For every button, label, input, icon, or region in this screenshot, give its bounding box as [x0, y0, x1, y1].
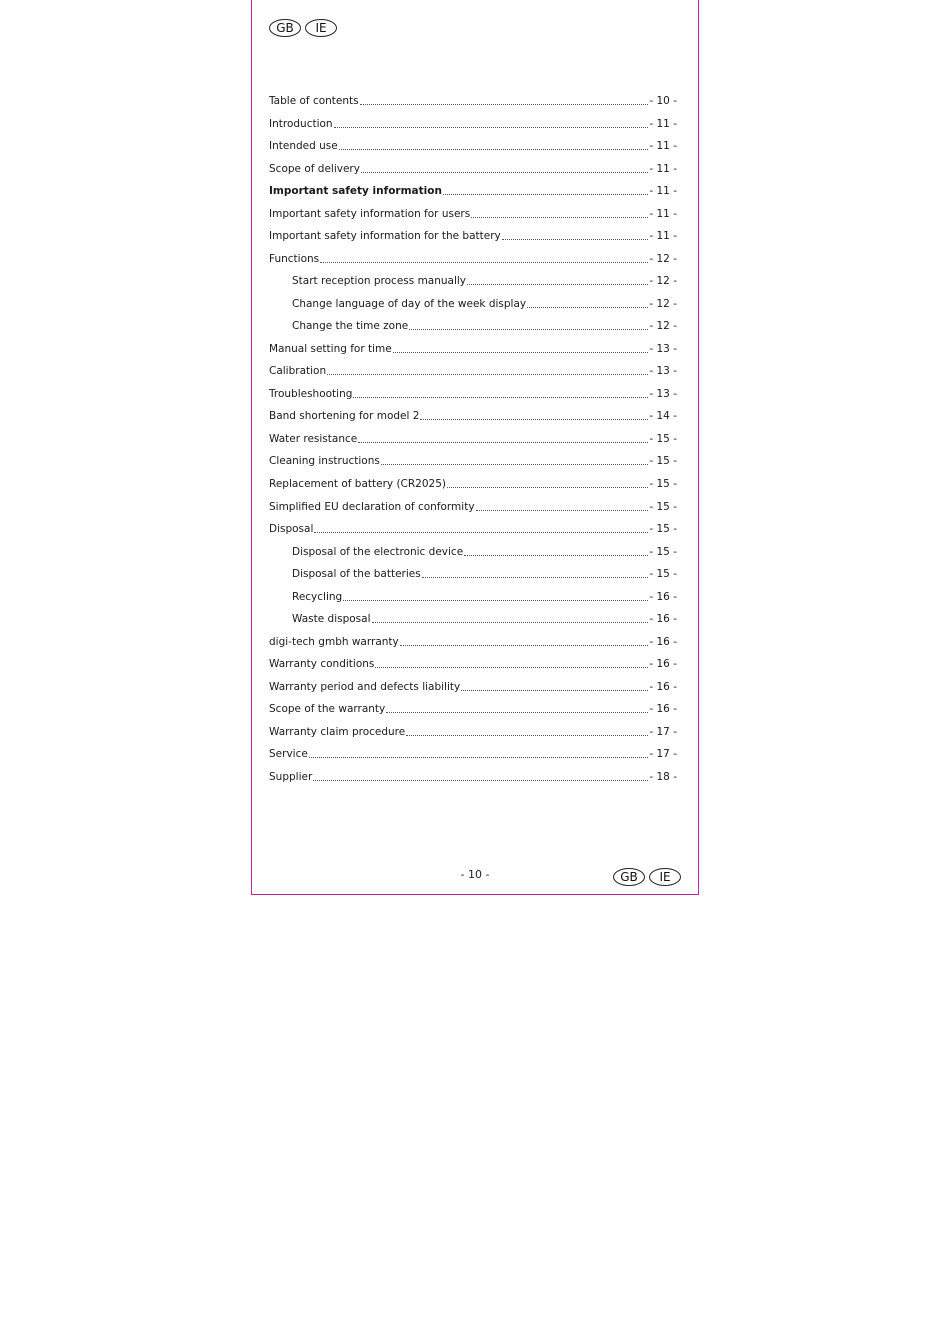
dot-leader	[467, 284, 648, 285]
gb-language-badge-footer: GB	[613, 868, 645, 886]
toc-entry[interactable]	[269, 698, 677, 716]
toc-entry-page: - 15 -	[649, 455, 677, 468]
dot-leader	[309, 757, 649, 758]
toc-entry-title: Supplier	[269, 770, 313, 783]
toc-entry-title: Warranty period and defects liability	[269, 680, 461, 693]
toc-entry-page: - 17 -	[649, 748, 677, 761]
toc-entry-title: Service	[269, 748, 308, 761]
toc-entry-page: - 16 -	[649, 680, 677, 693]
toc-entry[interactable]	[269, 405, 677, 423]
toc-entry-title: Calibration	[269, 365, 327, 378]
toc-entry-page: - 11 -	[649, 185, 677, 198]
toc-entry-page: - 11 -	[649, 230, 677, 243]
ie-language-badge-footer: IE	[649, 868, 681, 886]
dot-leader	[343, 600, 648, 601]
toc-entry-page: - 11 -	[649, 162, 677, 175]
dot-leader	[527, 307, 648, 308]
toc-entry-page: - 11 -	[649, 207, 677, 220]
toc-entry[interactable]	[269, 135, 677, 153]
toc-entry-title: Disposal	[269, 523, 314, 536]
dot-leader	[314, 532, 648, 533]
toc-entry[interactable]	[269, 428, 677, 446]
toc-entry-page: - 16 -	[649, 613, 677, 626]
toc-entry[interactable]	[269, 180, 677, 198]
toc-entry[interactable]	[269, 743, 677, 761]
dot-leader	[393, 352, 649, 353]
toc-entry-title: Band shortening for model 2	[269, 410, 420, 423]
toc-entry-title: Warranty claim procedure	[269, 725, 406, 738]
toc-entry[interactable]	[269, 90, 677, 108]
toc-entry[interactable]	[269, 721, 677, 739]
toc-entry[interactable]	[269, 338, 677, 356]
toc-entry-page: - 15 -	[649, 478, 677, 490]
toc-entry[interactable]	[269, 766, 677, 784]
dot-leader	[386, 712, 648, 713]
toc-entry[interactable]	[269, 315, 677, 333]
toc-entry-title: Functions	[269, 252, 320, 265]
dot-leader	[502, 239, 649, 240]
toc-entry-title: Important safety information for users	[269, 207, 471, 220]
dot-leader	[320, 262, 648, 263]
dot-leader	[400, 645, 649, 646]
toc-entry[interactable]	[269, 360, 677, 378]
toc-entry-page: - 12 -	[649, 297, 677, 310]
toc-entry-page: - 13 -	[649, 387, 677, 400]
toc-entry-page: - 10 -	[649, 95, 677, 107]
page-number: - 10 -	[460, 868, 490, 881]
toc-entry-page: - 11 -	[649, 140, 677, 153]
toc-entry-title: Water resistance	[269, 432, 358, 445]
toc-entry-page: - 13 -	[649, 342, 677, 355]
dot-leader	[447, 487, 648, 488]
toc-entry-title: Disposal of the batteries	[292, 568, 421, 581]
toc-entry-title: Cleaning instructions	[269, 455, 380, 468]
toc-entry-page: - 15 -	[649, 500, 677, 513]
toc-entry[interactable]	[269, 518, 677, 536]
dot-leader	[406, 735, 648, 736]
dot-leader	[471, 217, 648, 218]
dot-leader	[334, 127, 649, 128]
dot-leader	[420, 419, 648, 420]
toc-entry-title: Waste disposal	[292, 613, 371, 626]
dot-leader	[339, 149, 649, 150]
dot-leader	[381, 464, 649, 465]
toc-entry-page: - 15 -	[649, 432, 677, 445]
toc-entry-page: - 16 -	[649, 658, 677, 671]
dot-leader	[464, 555, 648, 556]
dot-leader	[361, 172, 648, 173]
toc-entry[interactable]	[269, 158, 677, 176]
dot-leader	[313, 780, 648, 781]
dot-leader	[443, 194, 648, 195]
dot-leader	[327, 374, 648, 375]
toc-entry-page: - 18 -	[649, 770, 677, 783]
toc-entry-title: Change the time zone	[292, 320, 409, 333]
dot-leader	[409, 329, 648, 330]
toc-entry-title: Important safety information for the battery	[269, 230, 501, 243]
toc-entry[interactable]	[269, 586, 677, 604]
toc-entry-title: Warranty conditions	[269, 658, 375, 671]
toc-entry-title: Change language of day of the week display	[292, 297, 527, 310]
toc-entry-title: Table of contents	[269, 95, 359, 107]
toc-entry-title: digi-tech gmbh warranty	[269, 635, 399, 648]
toc-entry-title: Start reception process manually	[292, 275, 467, 288]
toc-entry-page: - 12 -	[649, 275, 677, 288]
toc-entry-title: Recycling	[292, 590, 343, 603]
toc-entry-title: Scope of delivery	[269, 162, 360, 175]
toc-entry[interactable]	[269, 496, 677, 514]
toc-entry-page: - 15 -	[649, 545, 677, 558]
toc-entry-page: - 13 -	[649, 365, 677, 378]
dot-leader	[358, 442, 648, 443]
dot-leader	[476, 510, 649, 511]
toc-entry-page: - 16 -	[649, 635, 677, 648]
toc-entry-title: Introduction	[269, 117, 333, 130]
toc-entry[interactable]	[269, 676, 677, 694]
toc-entry[interactable]	[269, 473, 677, 491]
toc-entry-title: Scope of the warranty	[269, 703, 386, 716]
toc-entry[interactable]	[269, 203, 677, 221]
toc-entry[interactable]	[269, 631, 677, 649]
gb-language-badge: GB	[269, 19, 301, 37]
dot-leader	[461, 690, 648, 691]
toc-entry[interactable]	[269, 248, 677, 266]
toc-entry-page: - 16 -	[649, 703, 677, 716]
toc-entry-page: - 12 -	[649, 252, 677, 265]
toc-entry-page: - 12 -	[649, 320, 677, 333]
toc-entry[interactable]	[269, 383, 677, 401]
toc-entry[interactable]	[269, 541, 677, 559]
toc-entry-title: Important safety information	[269, 185, 442, 198]
toc-entry-title: Intended use	[269, 140, 338, 153]
toc-entry-page: - 14 -	[649, 410, 677, 423]
toc-entry[interactable]	[269, 450, 677, 468]
toc-entry-title: Disposal of the electronic device	[292, 545, 464, 558]
toc-entry[interactable]	[269, 293, 677, 311]
toc-entry-title: Replacement of battery (CR2025)	[269, 478, 446, 490]
toc-entry-page: - 11 -	[649, 117, 677, 130]
toc-entry[interactable]	[269, 225, 677, 243]
dot-leader	[353, 397, 648, 398]
toc-entry-page: - 15 -	[649, 523, 677, 536]
toc-entry-page: - 16 -	[649, 590, 677, 603]
dot-leader	[375, 667, 648, 668]
toc-entry-page: - 17 -	[649, 725, 677, 738]
toc-entry-title: Simplified EU declaration of conformity	[269, 500, 475, 513]
toc-entry[interactable]	[269, 270, 677, 288]
toc-entry-title: Troubleshooting	[269, 387, 353, 400]
toc-entry-page: - 15 -	[649, 568, 677, 581]
toc-entry[interactable]	[269, 608, 677, 626]
toc-entry[interactable]	[269, 563, 677, 581]
dot-leader	[422, 577, 649, 578]
toc-entry[interactable]	[269, 653, 677, 671]
dot-leader	[372, 622, 649, 623]
ie-language-badge: IE	[305, 19, 337, 37]
toc-entry-title: Manual setting for time	[269, 342, 392, 355]
dot-leader	[360, 104, 649, 105]
toc-entry[interactable]	[269, 113, 677, 131]
